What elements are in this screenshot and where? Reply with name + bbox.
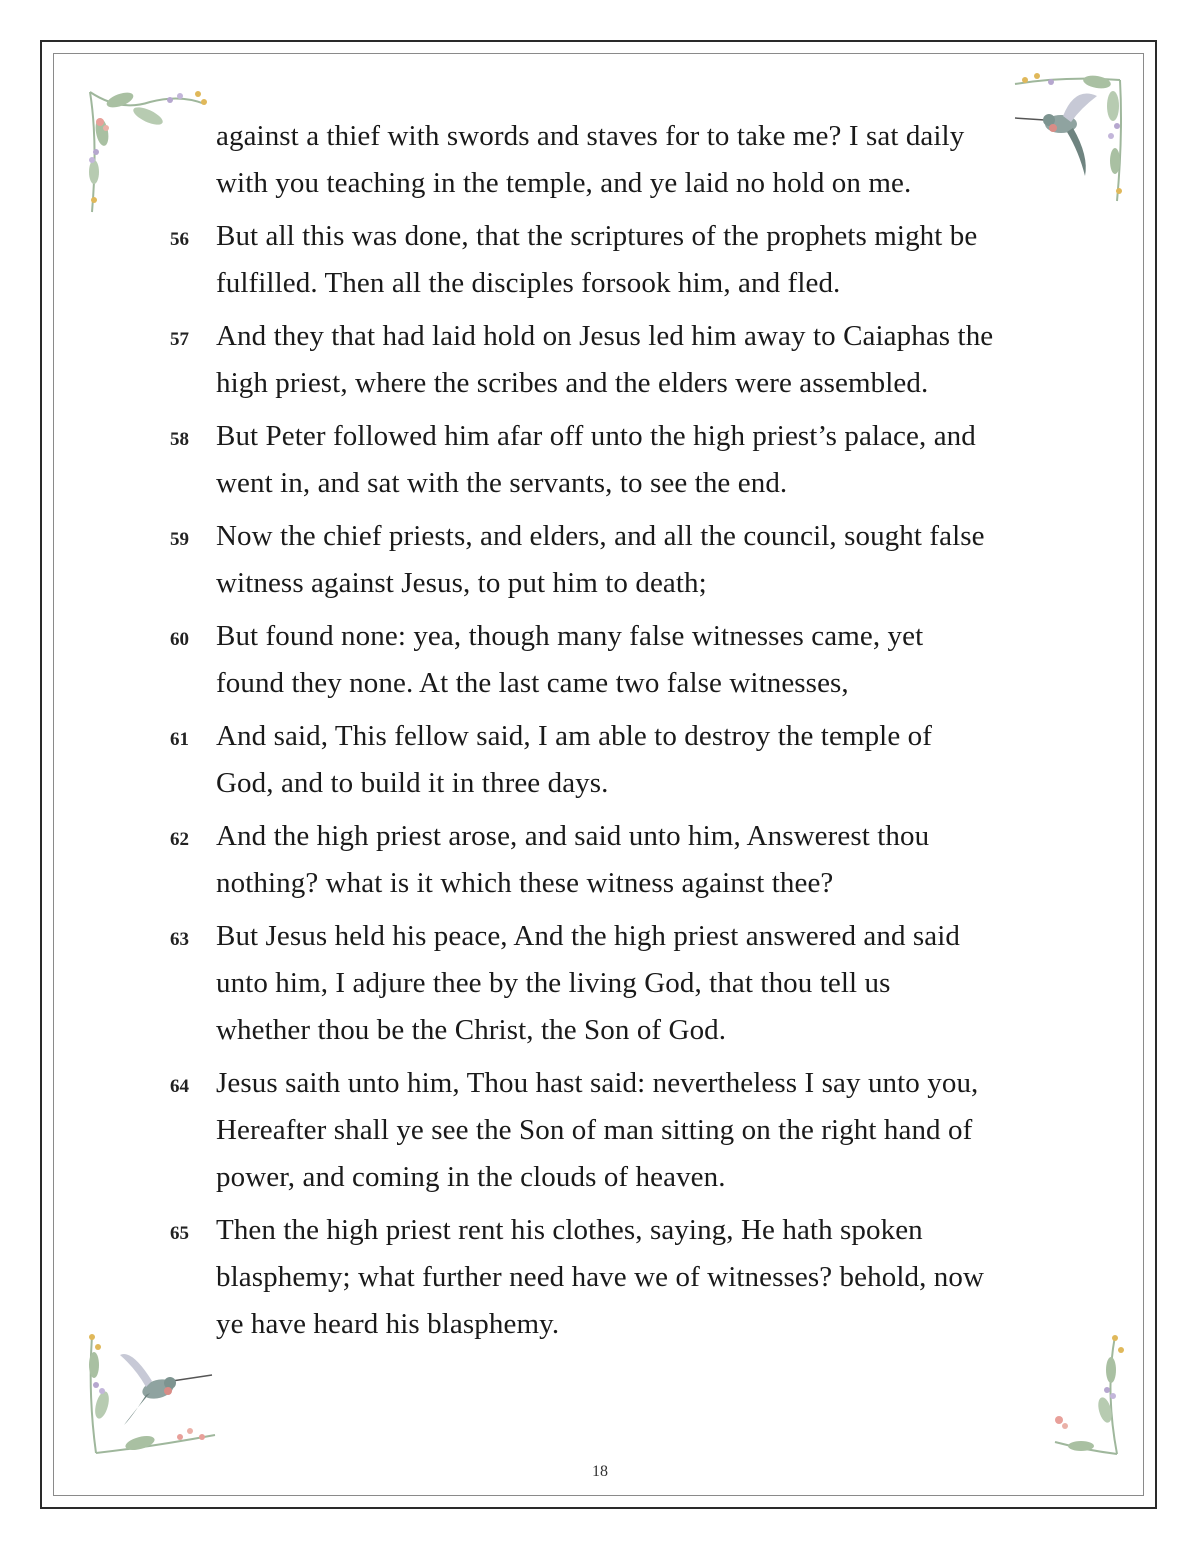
verse-line: Now the chief priests, and elders, and all the council, sought false <box>216 520 985 552</box>
verse <box>170 413 1050 507</box>
verse-line: unto him, I adjure thee by the living God, that thou tell us <box>216 967 891 999</box>
verse-line: Hereafter shall ye see the Son of man sitting on the right hand of <box>216 1114 973 1146</box>
verse-number: 64 <box>170 1076 189 1097</box>
verse-line: And the high priest arose, and said unto him, Answerest thou <box>216 820 930 852</box>
verse-line: But Peter followed him afar off unto the high priest’s palace, and <box>216 420 976 452</box>
verse-line: nothing? what is it which these witness against thee? <box>216 867 834 899</box>
verse-line: Then the high priest rent his clothes, saying, He hath spoken <box>216 1214 923 1246</box>
verse-line: found they none. At the last came two false witnesses, <box>216 667 849 699</box>
verse-line: blasphemy; what further need have we of witnesses? behold, now <box>216 1261 985 1293</box>
verse-text <box>216 1060 1050 1201</box>
verse-number: 60 <box>170 629 189 650</box>
verse-text <box>216 113 1050 207</box>
verse <box>170 613 1050 707</box>
verse <box>170 213 1050 307</box>
page-number: 18 <box>592 1463 608 1480</box>
verse-line: Jesus saith unto him, Thou hast said: nevertheless I say unto you, <box>216 1067 979 1099</box>
verse-line: high priest, where the scribes and the elders were assembled. <box>216 367 929 399</box>
verse-number: 56 <box>170 229 189 250</box>
verse-text <box>216 513 1050 607</box>
verse-line: witness against Jesus, to put him to death; <box>216 567 707 599</box>
verse <box>170 513 1050 607</box>
verse-line: whether thou be the Christ, the Son of God. <box>216 1014 727 1046</box>
verse-line: went in, and sat with the servants, to see the end. <box>216 467 788 499</box>
hummingbird-icon <box>120 1354 212 1425</box>
verse-text <box>216 913 1050 1054</box>
verse-line: ye have heard his blasphemy. <box>216 1308 560 1340</box>
scripture-text <box>170 113 1050 1354</box>
verse <box>170 813 1050 907</box>
verse <box>170 913 1050 1054</box>
verse-line: And they that had laid hold on Jesus led him away to Caiaphas the <box>216 320 994 352</box>
verse-text <box>216 213 1050 307</box>
verse-number: 62 <box>170 829 189 850</box>
verse-line: God, and to build it in three days. <box>216 767 609 799</box>
floral-corner-icon <box>1045 1330 1130 1460</box>
verse-line: And said, This fellow said, I am able to destroy the temple of <box>216 720 933 752</box>
verse <box>170 113 1050 207</box>
verse-line: But found none: yea, though many false witnesses came, yet <box>216 620 924 652</box>
verse-number: 63 <box>170 929 189 950</box>
verse-number: 58 <box>170 429 189 450</box>
verse-number: 65 <box>170 1223 189 1244</box>
verse <box>170 1207 1050 1348</box>
verse-number: 59 <box>170 529 189 550</box>
verse-line: But Jesus held his peace, And the high priest answered and said <box>216 920 961 952</box>
verse-text <box>216 413 1050 507</box>
verse-text <box>216 1207 1050 1348</box>
verse <box>170 1060 1050 1201</box>
verse-text <box>216 613 1050 707</box>
verse-line: against a thief with swords and staves for to take me? I sat daily <box>216 120 965 152</box>
verse-number: 61 <box>170 729 189 750</box>
verse-line: power, and coming in the clouds of heaven. <box>216 1161 726 1193</box>
verse-line: fulfilled. Then all the disciples forsook him, and fled. <box>216 267 841 299</box>
verse <box>170 313 1050 407</box>
verse-line: But all this was done, that the scriptures of the prophets might be <box>216 220 978 252</box>
verse <box>170 713 1050 807</box>
verse-line: with you teaching in the temple, and ye laid no hold on me. <box>216 167 912 199</box>
verse-text <box>216 813 1050 907</box>
verse-text <box>216 313 1050 407</box>
verse-text <box>216 713 1050 807</box>
verse-number: 57 <box>170 329 189 350</box>
